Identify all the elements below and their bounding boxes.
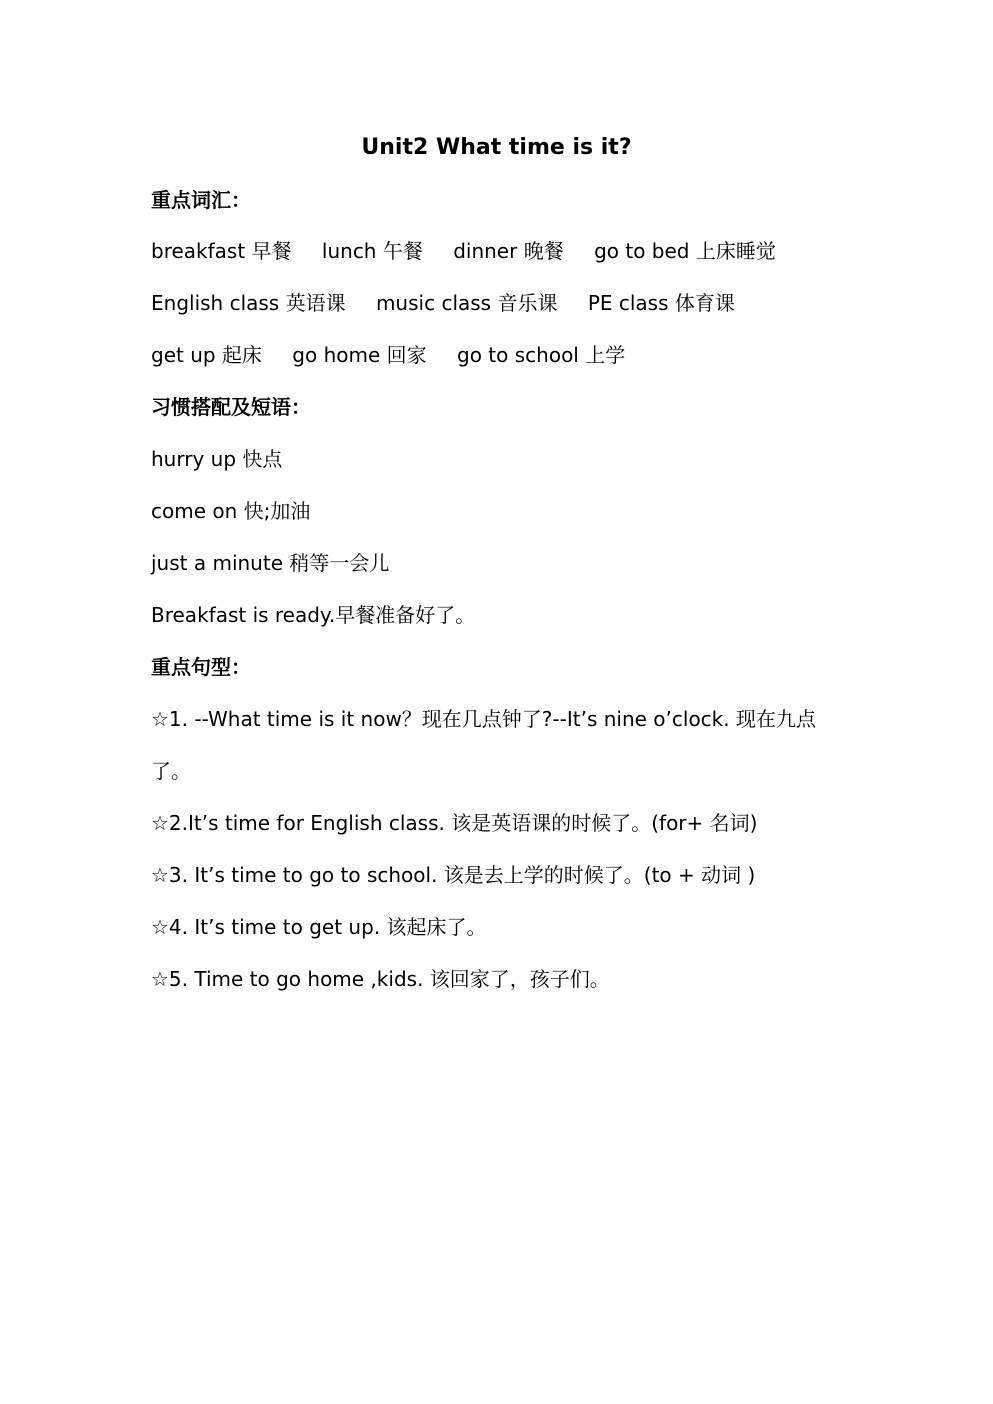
vocab-item: get up 起床 (151, 343, 262, 367)
phrase-line: Breakfast is ready.早餐准备好了。 (151, 603, 476, 627)
vocab-item: PE class 体育课 (587, 291, 735, 315)
vocab-item: dinner 晚餐 (453, 239, 564, 263)
vocab-item: breakfast 早餐 (151, 239, 292, 263)
phrase-line: just a minute 稍等一会儿 (151, 551, 390, 575)
sentence-line: ☆4. It’s time to get up. 该起床了。 (151, 915, 487, 939)
vocab-item: music class 音乐课 (375, 291, 558, 315)
vocab-item: go to school 上学 (457, 343, 626, 367)
sentence-line: ☆2.It’s time for English class. 该是英语课的时候了。(for+ 名词) (151, 811, 758, 835)
vocab-item: lunch 午餐 (321, 239, 423, 263)
sentences-heading: 重点句型： (151, 655, 251, 679)
page-title: Unit2 What time is it? (361, 135, 632, 160)
phrase-line: hurry up 快点 (151, 447, 283, 471)
vocab-item: English class 英语课 (151, 291, 346, 315)
vocab-row-1 (151, 235, 776, 267)
sentence-line-continued: 了。 (151, 759, 191, 783)
vocab-row-2 (151, 287, 735, 319)
vocab-item: go to bed 上床睡觉 (594, 239, 776, 263)
vocab-row-3 (151, 339, 625, 371)
sentence-line: ☆1. --What time is it now？现在几点钟了?--It’s nine o’clock. 现在九点 (151, 707, 816, 731)
phrases-heading: 习惯搭配及短语： (151, 395, 311, 419)
phrase-line: come on 快;加油 (151, 499, 311, 523)
sentence-line: ☆3. It’s time to go to school. 该是去上学的时候了。(to + 动词 ) (151, 863, 756, 887)
vocab-item: go home 回家 (292, 343, 427, 367)
vocab-heading: 重点词汇： (151, 188, 251, 212)
sentence-line: ☆5. Time to go home ,kids. 该回家了，孩子们。 (151, 967, 610, 991)
